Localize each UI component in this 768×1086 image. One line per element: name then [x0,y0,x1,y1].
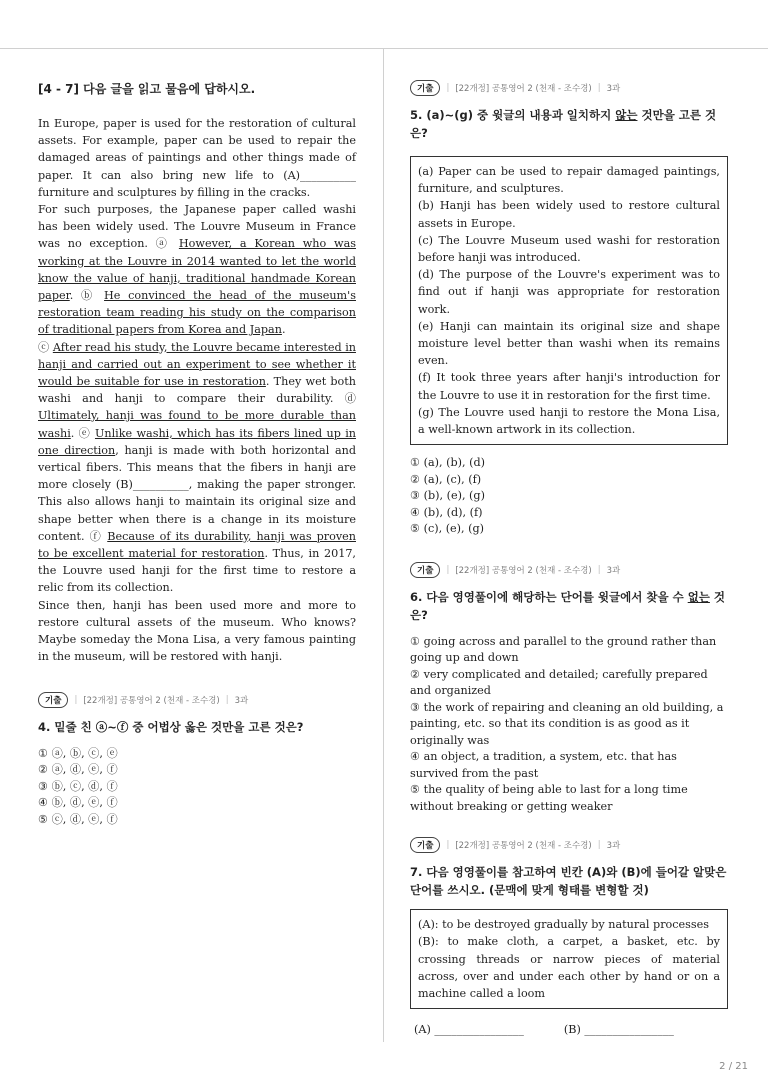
q4-source: [22개정] 공통영어 2 (천재 - 조수경) [83,695,220,706]
q4-tagline: 기출 | [22개정] 공통영어 2 (천재 - 조수경) | 3과 [38,692,356,708]
q5-title: 5. (a)~(g) 중 윗글의 내용과 일치하지 않는 것만을 고른 것은? [410,108,717,140]
q6-source: [22개정] 공통영어 2 (천재 - 조수경) [455,565,592,576]
q7-definition-box [410,909,728,1009]
q4-unit: 3과 [234,695,249,706]
right-column [410,80,728,1036]
mark-b: ⓑ [81,289,97,303]
q5-statement-b: (b) Hanji has been widely used to restore cultural assets in Europe. [418,199,720,230]
underlined-d: Ultimately, hanji was found to be more durable than washi [38,409,356,440]
q6-options [410,634,728,816]
q5-statement-box [410,156,728,445]
q5-statement-e: (e) Hanji can maintain its original size and shape moisture level better than washi when its remains even. [418,319,720,368]
q7-answer-blanks [410,1023,728,1036]
q4-option-2[interactable]: ② ⓐ, ⓓ, ⓔ, ⓕ [38,763,118,776]
q6-badge: 기출 [410,562,440,578]
q6-title: 6. 다음 영영풀이에 해당하는 단어를 윗글에서 찾을 수 없는 것은? [410,589,726,622]
q6-option-3[interactable]: ③ the work of repairing and cleaning an old building, a painting, etc. so that its condition is as good as it originally was [410,700,724,747]
q7-blank-b[interactable]: (B) ________________ [563,1023,674,1037]
q6-option-1[interactable]: ① going across and parallel to the ground rather than going up and down [410,634,717,665]
q4-badge: 기출 [38,692,68,708]
q5-statement-a: (a) Paper can be used to repair damaged paintings, furniture, and sculptures. [418,165,720,196]
q4-title: 4. 밑줄 친 ⓐ~ⓕ 중 어법상 옳은 것만을 고른 것은? [38,719,304,734]
underlined-c: After read his study, the Louvre became interested in hanji and carried out an experiment to see whether it would be suitable for use in restoration [38,340,356,389]
q5-options [410,455,728,538]
q5-source: [22개정] 공통영어 2 (천재 - 조수경) [455,84,592,94]
q6-unit: 3과 [606,565,621,576]
mark-e: ⓔ [78,426,91,440]
q4-option-1[interactable]: ① ⓐ, ⓑ, ⓒ, ⓔ [38,746,118,760]
q6-option-5[interactable]: ⑤ the quality of being able to last for a long time without breaking or getting weaker [410,783,688,813]
page-number: 2 / 21 [719,1061,748,1072]
mark-a: ⓐ [155,237,172,251]
q6-option-2[interactable]: ② very complicated and detailed; carefully prepared and organized [410,667,708,698]
q5-unit: 3과 [606,84,621,94]
q5-badge: 기출 [410,80,440,96]
q5-tagline: 기출 | [22개정] 공통영어 2 (천재 - 조수경) | 3과 [410,80,728,96]
q5-statement-g: (g) The Louvre used hanji to restore the Mona Lisa, a well-known artwork in its collection. [418,405,720,437]
q5-statement-c: (c) The Louvre Museum used washi for restoration before hanji was introduced. [418,233,720,265]
q6-option-4[interactable]: ④ an object, a tradition, a system, etc. that has survived from the past [410,750,677,780]
q5-option-2[interactable]: ② (a), (c), (f) [410,472,482,486]
passage-paragraph-1: In Europe, paper is used for the restoration of cultural assets. For example, paper can be used to repair the damaged areas of paintings and other things made of paper. It can also bring new life to (A)__________ furniture and sculptures by filling in the cracks. [38,117,356,199]
column-divider [383,49,384,1042]
set-heading: [4 - 7] 다음 글을 읽고 물음에 답하시오. [38,82,256,96]
q5-option-1[interactable]: ① (a), (b), (d) [410,456,485,470]
underlined-e: Unlike washi, which has its fibers lined up in one direction [38,426,356,457]
q5-option-3[interactable]: ③ (b), (e), (g) [410,489,485,503]
mark-d: ⓓ [344,392,356,406]
top-rule [0,48,768,49]
q7-definition-b: (B): to make cloth, a carpet, a basket, etc. by crossing threads or narrow pieces of material across, over and under each other by hand or on a machine called a loom [418,935,720,1001]
q5-statement-f: (f) It took three years after hanji's introduction for the Louvre to use it in restoration for the first time. [418,371,720,402]
mark-f: ⓕ [89,529,103,543]
passage-paragraph-4: Since then, hanji has been used more and more to restore cultural assets of the museum. Who knows? Maybe someday the Mona Lisa, a very famous painting in the museum, will be restored with hanji. [38,598,356,664]
q5-option-5[interactable]: ⑤ (c), (e), (g) [410,522,485,536]
mark-c: ⓒ [38,340,50,354]
q7-definition-a: (A): to be destroyed gradually by natural processes [418,918,710,932]
q7-source: [22개정] 공통영어 2 (천재 - 조수경) [455,841,592,852]
passage-paragraph-2: For such purposes, the Japanese paper called washi has been widely used. The Louvre Museum in France was no exception. ⓐ However, a Korean who was working at the Louvre in 2014 wanted to let the world know the value of hanji, traditional handmade Korean paper. ⓑ He convinced the head of the museum's restoration team reading his study on the comparison of traditional papers from Korea and Japan. [38,203,356,337]
q7-tagline: 기출 | [22개정] 공통영어 2 (천재 - 조수경) | 3과 [410,837,728,853]
reading-passage [38,115,356,666]
q5-statement-d: (d) The purpose of the Louvre's experiment was to find out if hanji was appropriate for restoration work. [418,268,720,316]
left-column [38,80,356,828]
q7-unit: 3과 [606,841,621,852]
q7-blank-a[interactable]: (A) ________________ [414,1023,524,1037]
passage-paragraph-3: ⓒ After read his study, the Louvre became interested in hanji and carried out an experiment to see whether it would be suitable for use in restoration. They wet both washi and hanji to compare their durability. ⓓ Ultimately, hanji was found to be more durable than washi. ⓔ Unlike washi, which has its fibers lined up in one direction, hanji is made with both horizontal and vertical fibers. This means that the fibers in hanji are more closely (B)__________, making the paper stronger. This also allows hanji to maintain its original size and shape better when there is a change in its moisture content. ⓕ Because of its durability, hanji was proven to be excellent material for restoration. Thus, in 2017, the Louvre used hanji for the first time to restore a relic from its collection. [38,340,356,595]
q5-option-4[interactable]: ④ (b), (d), (f) [410,505,483,519]
underlined-f: Because of its durability, hanji was proven to be excellent material for restoration [38,529,356,561]
q7-title: 7. 다음 영영풀이를 참고하여 빈칸 (A)와 (B)에 들어갈 알맞은 단어를 쓰시오. (문맥에 맞게 형태를 변형할 것) [410,865,727,898]
q7-badge: 기출 [410,837,440,853]
underlined-b: He convinced the head of the museum's restoration team reading his study on the comparison of traditional papers from Korea and Japan [38,289,356,337]
q4-option-3[interactable]: ③ ⓑ, ⓒ, ⓓ, ⓕ [38,779,118,793]
q4-option-4[interactable]: ④ ⓑ, ⓓ, ⓔ, ⓕ [38,796,118,809]
q6-tagline: 기출 | [22개정] 공통영어 2 (천재 - 조수경) | 3과 [410,562,728,578]
q4-options [38,746,356,829]
q4-option-5[interactable]: ⑤ ⓒ, ⓓ, ⓔ, ⓕ [38,812,118,826]
underlined-a: However, a Korean who was working at the Louvre in 2014 wanted to let the world know the value of hanji, traditional handmade Korean paper [38,237,356,303]
